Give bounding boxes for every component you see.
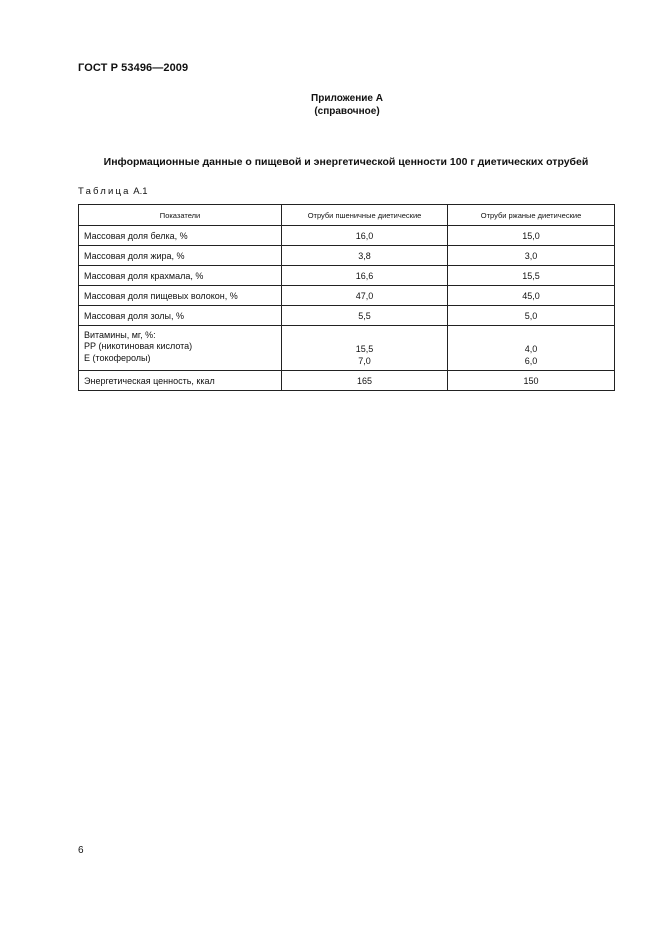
document-code: ГОСТ Р 53496—2009: [78, 62, 189, 74]
vitamin-pp-rye: 4,0: [524, 344, 538, 354]
table-row: [79, 246, 615, 266]
table-header-row: [79, 205, 615, 226]
row-rye-value: 3,0: [448, 246, 615, 266]
header-wheat-bran: Отруби пшеничные диетические: [282, 205, 448, 226]
row-wheat-value: 47,0: [282, 286, 448, 306]
row-wheat-value: 3,8: [282, 246, 448, 266]
vitamin-pp-label: РР (никотиновая кислота): [84, 341, 193, 352]
energy-wheat-value: 165: [282, 371, 448, 391]
row-indicator: Массовая доля крахмала, %: [79, 266, 282, 286]
row-rye-value: 15,0: [448, 226, 615, 246]
header-rye-bran: Отруби ржаные диетические: [448, 205, 615, 226]
table-row-energy: [79, 371, 615, 391]
appendix-type: (справочное): [314, 106, 380, 117]
vitamin-pp-wheat: 15,5: [355, 344, 374, 354]
row-wheat-value: 16,6: [282, 266, 448, 286]
appendix-heading: [0, 92, 661, 118]
row-rye-value: 5,0: [448, 306, 615, 326]
vitamins-rye-values: [448, 326, 615, 371]
nutrition-table: [78, 204, 615, 391]
row-wheat-value: 16,0: [282, 226, 448, 246]
row-indicator: Массовая доля пищевых волокон, %: [79, 286, 282, 306]
table-row: [79, 226, 615, 246]
row-indicator: Массовая доля белка, %: [79, 226, 282, 246]
table-row-vitamins: [79, 326, 615, 371]
row-wheat-value: 5,5: [282, 306, 448, 326]
vitamin-e-wheat: 7,0: [358, 355, 371, 366]
header-indicator: Показатели: [79, 205, 282, 226]
row-indicator: Массовая доля золы, %: [79, 306, 282, 326]
table-row: [79, 286, 615, 306]
energy-indicator: Энергетическая ценность, ккал: [79, 371, 282, 391]
table-caption-number: А.1: [133, 186, 148, 197]
section-title: Информационные данные о пищевой и энергетической ценности 100 г диетических отрубей: [103, 156, 589, 168]
row-rye-value: 15,5: [448, 266, 615, 286]
page-number: 6: [78, 845, 84, 856]
vitamin-e-label: Е (токоферолы): [84, 352, 151, 363]
table-caption: [78, 186, 148, 197]
appendix-title: Приложение А: [311, 93, 383, 104]
row-rye-value: 45,0: [448, 286, 615, 306]
table-caption-word: Таблица: [78, 186, 131, 197]
energy-rye-value: 150: [448, 371, 615, 391]
vitamin-e-rye: 6,0: [524, 355, 538, 366]
row-indicator: Массовая доля жира, %: [79, 246, 282, 266]
vitamins-label: Витамины, мг, %:: [84, 329, 156, 340]
vitamins-wheat-values: [282, 326, 448, 371]
vitamins-indicator: [79, 326, 282, 371]
table-row: [79, 306, 615, 326]
table-row: [79, 266, 615, 286]
